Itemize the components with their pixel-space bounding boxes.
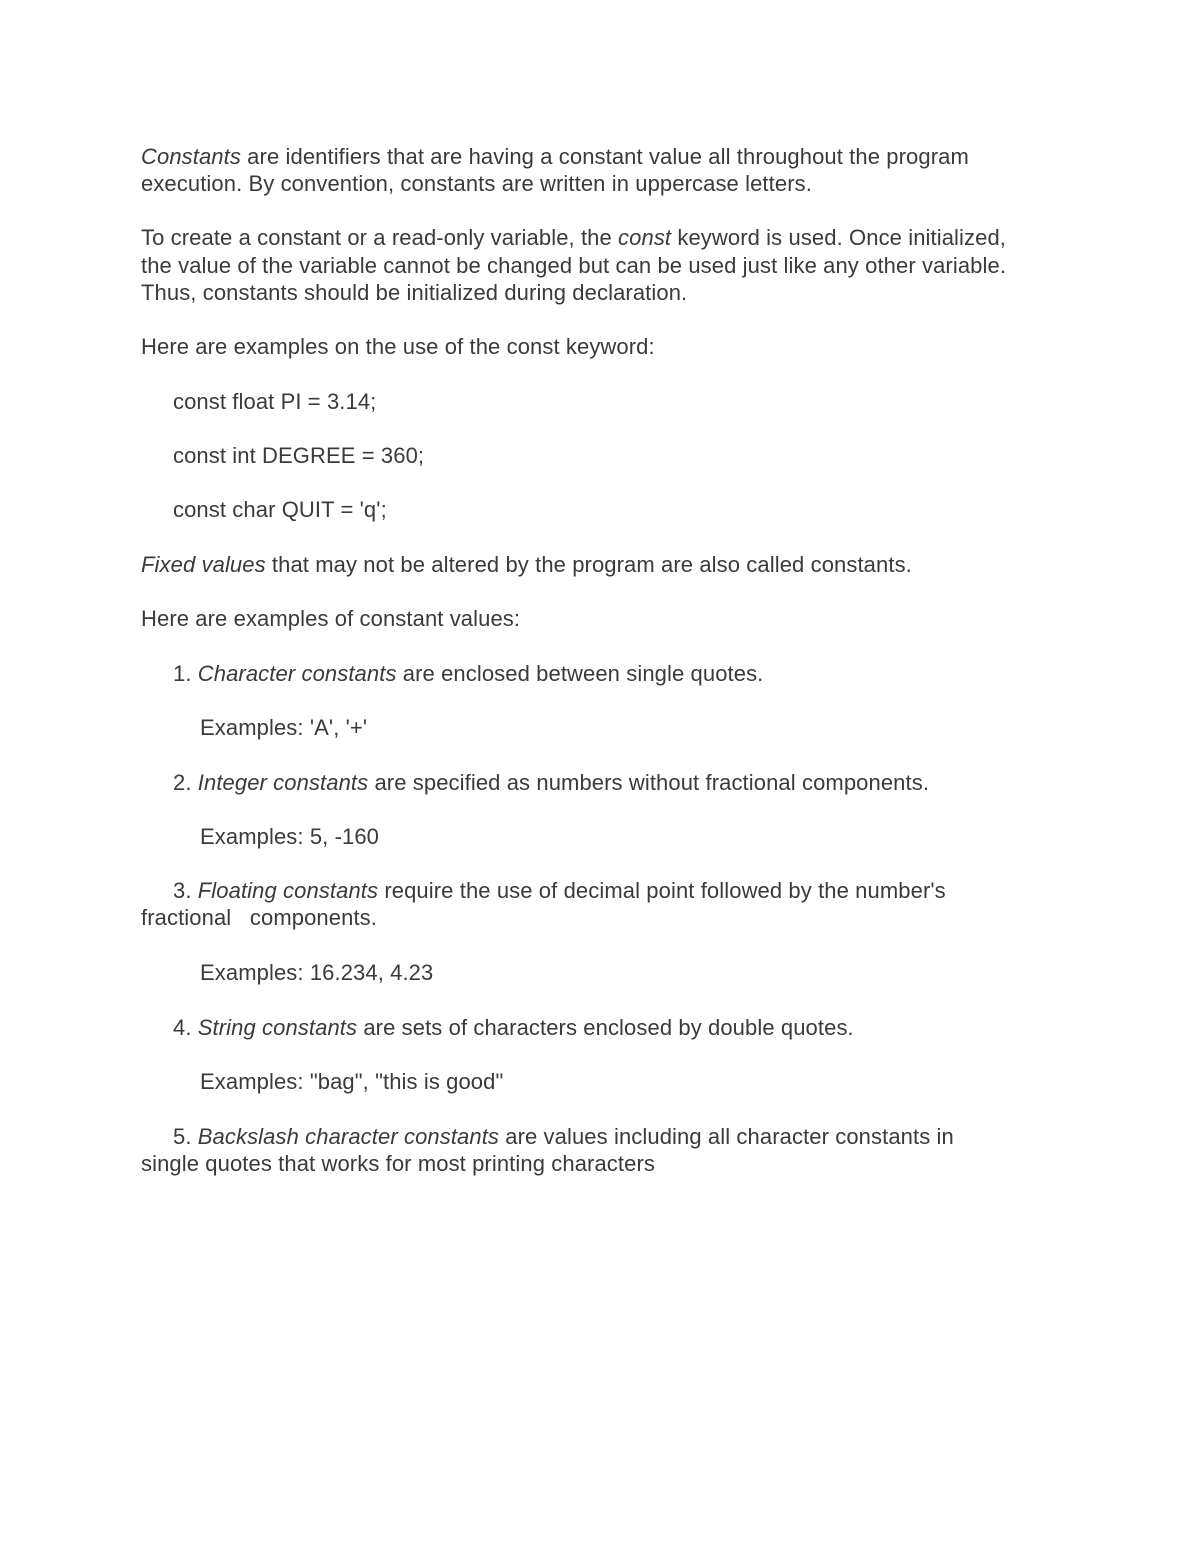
list-item-3 [173,877,946,904]
list-item-3-number: 3. [173,878,198,903]
list-item-1-term: Character constants [197,661,397,686]
list-item-3-term: Floating constants [197,878,379,903]
list-item-3-example: Examples: 16.234, 4.23 [200,960,434,985]
code-line-3: const char QUIT = 'q'; [173,497,387,522]
p4-rest: that may not be altered by the program are also called constants. [265,552,912,577]
list-item-1-rest: are enclosed between single quotes. [396,661,764,686]
list-item-3-rest: require the use of decimal point followed by the number's [378,878,946,903]
list-item-5-continuation: single quotes that works for most printing characters [141,1151,655,1176]
list-item-4-rest: are sets of characters enclosed by double quotes. [357,1015,854,1040]
p5-text: Here are examples of constant values: [141,606,521,631]
list-item-4-example: Examples: "bag", "this is good" [200,1069,504,1094]
list-item-5 [173,1123,954,1150]
list-item-4 [173,1014,854,1041]
p2-line-1-post: keyword is used. Once initialized, [671,225,1007,250]
list-item-2-term: Integer constants [197,770,369,795]
list-item-2-number: 2. [173,770,198,795]
code-line-2: const int DEGREE = 360; [173,443,425,468]
p2-line-2: the value of the variable cannot be changed but can be used just like any other variable. [141,253,1007,278]
p4-term: Fixed values [141,552,266,577]
code-line-1: const float PI = 3.14; [173,389,377,414]
list-item-1 [173,660,763,687]
p3-text: Here are examples on the use of the const keyword: [141,334,655,359]
p1-term: Constants [141,144,241,169]
p4-line [141,551,912,578]
list-item-5-number: 5. [173,1124,198,1149]
list-item-5-rest: are values including all character constants in [499,1124,954,1149]
list-item-2-rest: are specified as numbers without fractional components. [368,770,930,795]
list-item-1-example: Examples: 'A', '+' [200,715,368,740]
list-item-4-term: String constants [197,1015,358,1040]
p1-line-2: execution. By convention, constants are written in uppercase letters. [141,171,812,196]
p1-line-1 [141,143,969,170]
list-item-2-example: Examples: 5, -160 [200,824,380,849]
p2-term: const [618,225,672,250]
list-item-5-term: Backslash character constants [197,1124,500,1149]
p2-line-3: Thus, constants should be initialized during declaration. [141,280,688,305]
p1-line-1-rest: are identifiers that are having a constant value all throughout the program [240,144,969,169]
list-item-4-number: 4. [173,1015,198,1040]
p2-line-1 [141,224,1006,251]
list-item-1-number: 1. [173,661,198,686]
p2-line-1-pre: To create a constant or a read-only variable, the [141,225,619,250]
list-item-3-continuation: fractional components. [141,905,377,930]
list-item-2 [173,769,929,796]
